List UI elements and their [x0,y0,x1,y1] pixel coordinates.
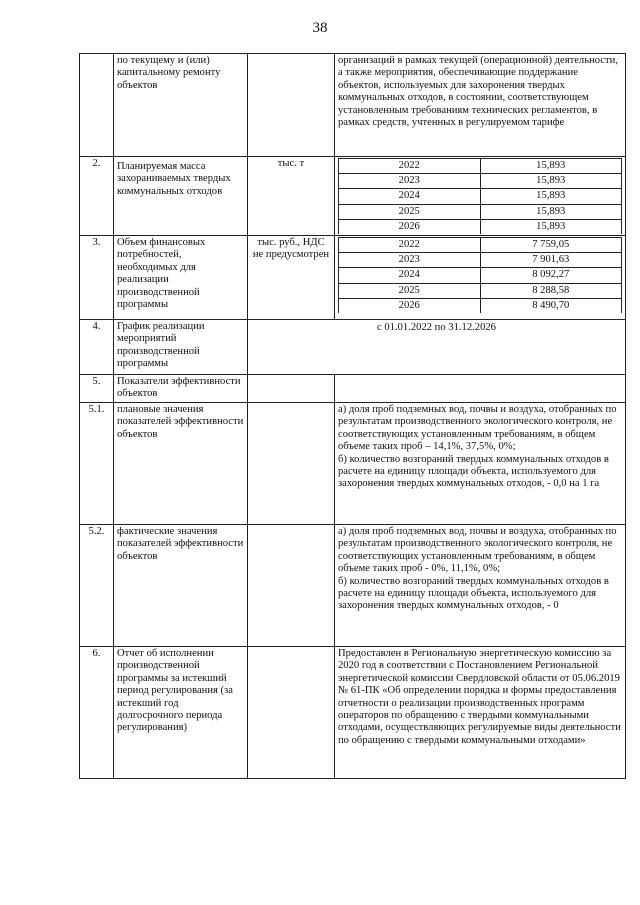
year-value: 15,893 [480,219,622,234]
row-number: 6. [80,647,114,779]
year-label: 2026 [339,219,481,234]
year-values [335,236,626,320]
row-name: Объем финансовых потребностей, необходимых для реализации производственной программы [114,236,248,320]
program-table [79,53,626,779]
table-row [80,525,626,647]
row-number: 3. [80,236,114,320]
row-value: организаций в рамках текущей (операционной) деятельности, а также мероприятия, обеспечивающие поддержание объектов, используемых для захоронения твердых коммунальных отходов, в состоянии, соответствующем установленным требованиям технических регламентов, в рамках средств, учтенных в регулируемом тарифе [335,54,626,157]
year-label: 2022 [339,159,481,174]
year-label: 2025 [339,204,481,219]
year-value: 7 901,63 [480,253,622,268]
row-unit [248,54,335,157]
table-row [80,647,626,779]
row-name: График реализации мероприятий производственной программы [114,320,248,375]
row-name: по текущему и (или) капитальному ремонту объектов [114,54,248,157]
row-number [80,54,114,157]
year-label: 2023 [339,253,481,268]
year-value: 8 288,58 [480,283,622,298]
row-name: Планируемая масса захораниваемых твердых коммунальных отходов [114,157,248,236]
row-name: фактические значения показателей эффективности объектов [114,525,248,647]
row-name: плановые значения показателей эффективности объектов [114,403,248,525]
row-name: Отчет об исполнении производственной программы за истекший период регулирования (за истекший год долгосрочного периода регулирования) [114,647,248,779]
indicator-b: б) количество возгораний твердых коммунальных отходов в расчете на единицу площади объекта, используемого для захоронения твердых коммунальных отходов, - 0 [338,575,609,612]
row-number: 5. [80,375,114,403]
row-number: 2. [80,157,114,236]
table-row [80,236,626,320]
year-label: 2025 [339,283,481,298]
row-value: Предоставлен в Региональную энергетическую комиссию за 2020 год в соответствии с Постановлением Региональной энергетической комиссии Свердловской области от 05.06.2019 № 61-ПК «Об определении порядка и формы предоставления отчетности о реализации производственных программ операторов по обращению с твердыми коммунальными отходами, осуществляющих регулируемые виды деятельности по обращению с твердыми коммунальными отходами» [335,647,626,779]
row-number: 5.1. [80,403,114,525]
year-value: 15,893 [480,189,622,204]
row-unit: тыс. т [248,157,335,236]
year-label: 2022 [339,238,481,253]
table-row [80,157,626,236]
row-number: 5.2. [80,525,114,647]
year-value: 8 092,27 [480,268,622,283]
indicator-a: а) доля проб подземных вод, почвы и воздуха, отобранных по результатам производственного экологического контроля, не соответствующих установленным требованиям, в общем объеме таких проб - 0%, 11,1%, 0%; [338,526,617,575]
year-value: 7 759,05 [480,238,622,253]
table-row [80,375,626,403]
row-value [335,375,626,403]
year-value: 8 490,70 [480,298,622,313]
indicator-b: б) количество возгораний твердых коммунальных отходов в расчете на единицу площади объекта, используемого для захоронения твердых коммунальных отходов, - 0,0 на 1 га [338,453,609,490]
row-unit [248,403,335,525]
year-label: 2026 [339,298,481,313]
row-unit [248,525,335,647]
year-values [335,157,626,236]
table-row [80,403,626,525]
table-row [80,54,626,157]
table-row [80,320,626,375]
year-label: 2024 [339,268,481,283]
row-unit [248,375,335,403]
year-value: 15,893 [480,204,622,219]
row-unit [248,647,335,779]
year-label: 2023 [339,174,481,189]
row-value [335,525,626,647]
year-value: 15,893 [480,174,622,189]
row-value [335,403,626,525]
page-number: 38 [312,20,328,36]
row-unit: тыс. руб., НДС не предусмотрен [248,236,335,320]
row-value: с 01.01.2022 по 31.12.2026 [248,320,626,375]
indicator-a: а) доля проб подземных вод, почвы и воздуха, отобранных по результатам производственного экологического контроля, не соответствующих установленным требованиям, в общем объеме таких проб – 14,1%, 37,5%, 0%; [338,404,617,453]
row-number: 4. [80,320,114,375]
year-value: 15,893 [480,159,622,174]
row-name: Показатели эффективности объектов [114,375,248,403]
year-label: 2024 [339,189,481,204]
